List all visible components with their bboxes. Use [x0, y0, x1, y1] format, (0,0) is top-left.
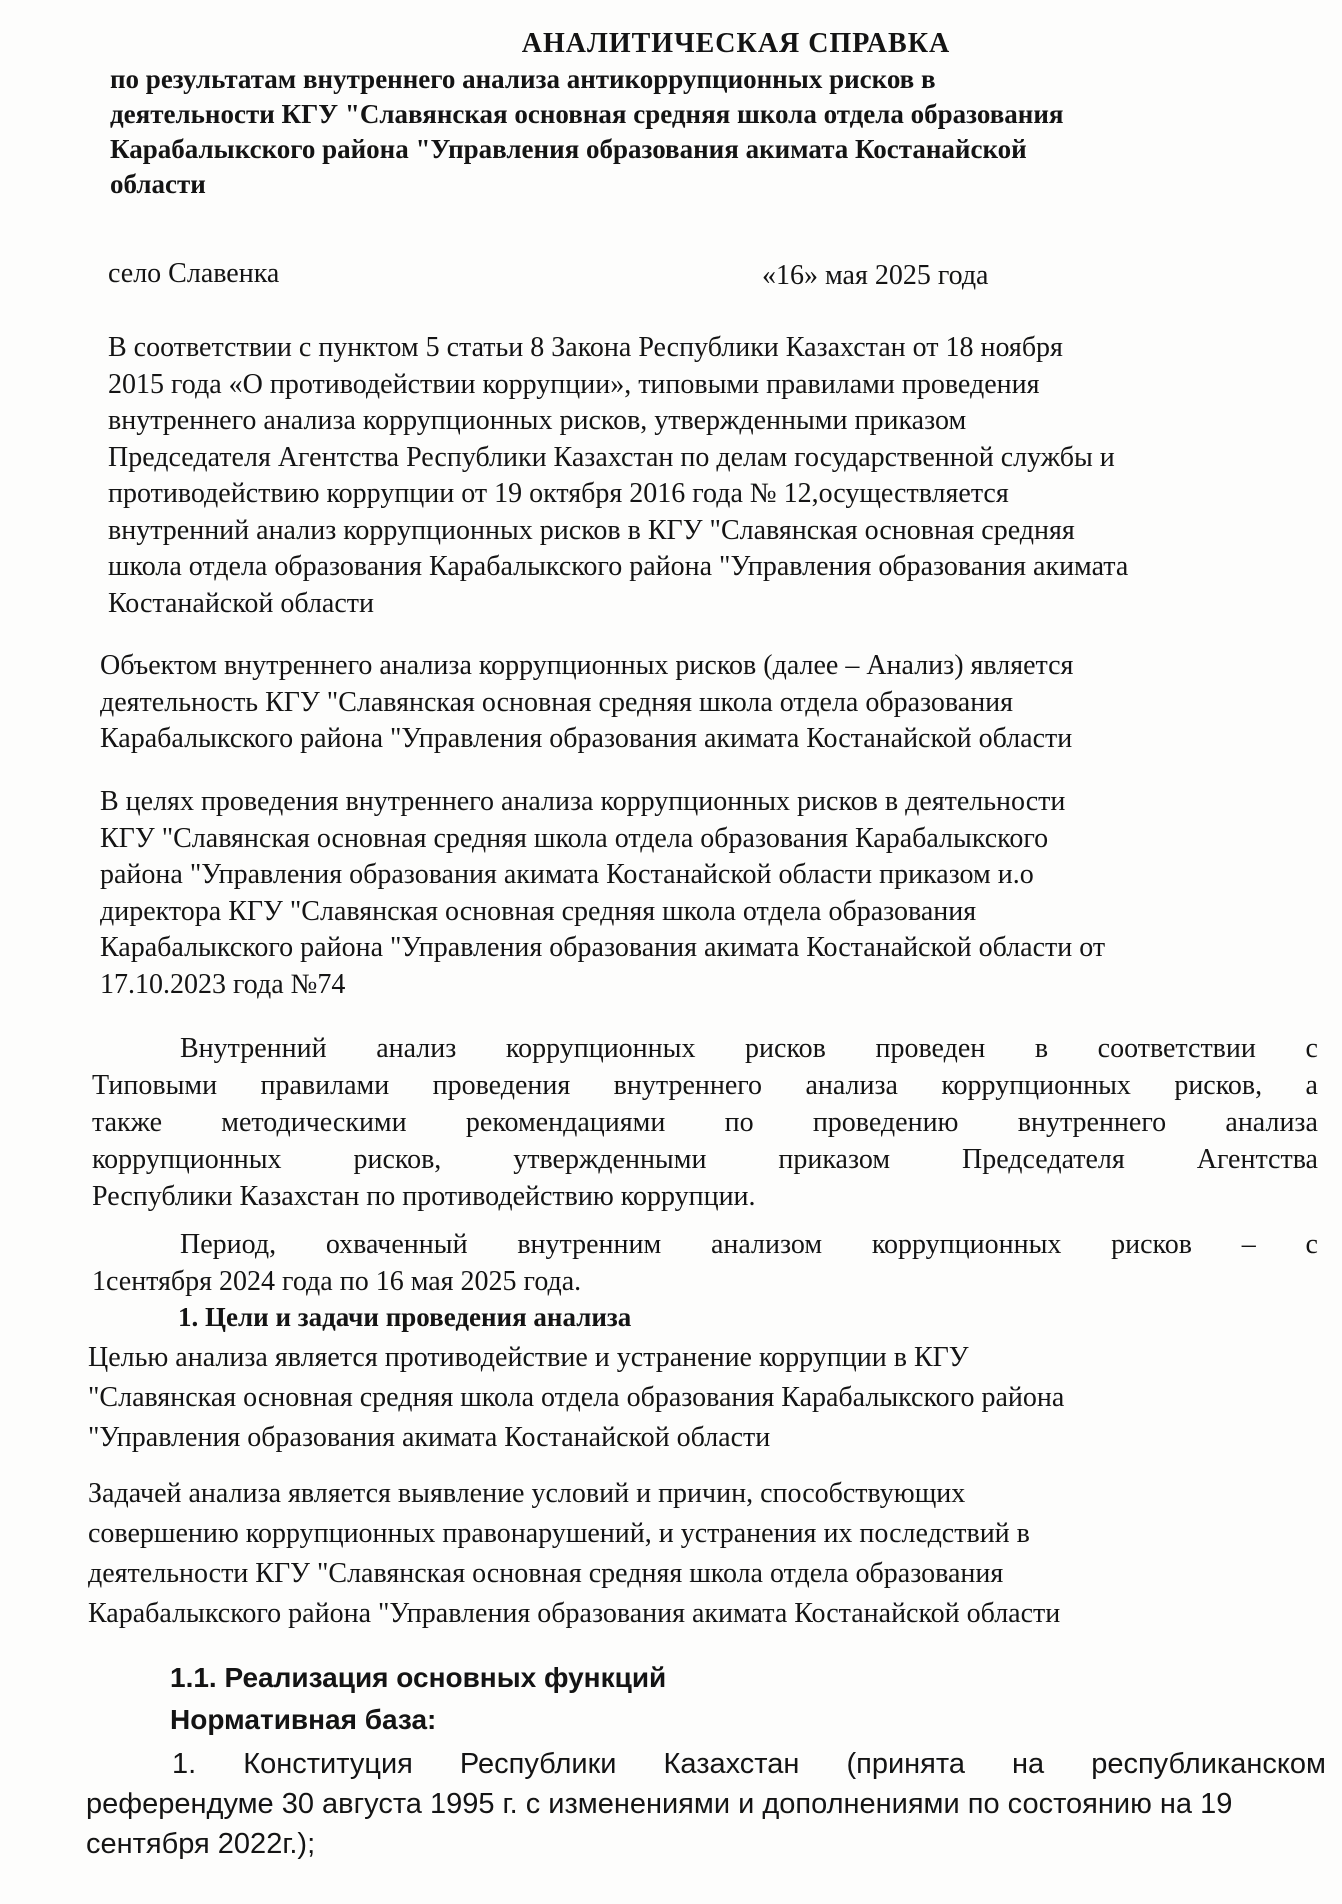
word: утвержденными [513, 1144, 707, 1175]
text-line: референдуме 30 августа 1995 г. с изменениями и дополнениями по состоянию на 19 [86, 1788, 1233, 1820]
text-line: 2015 года «О противодействии коррупции», типовыми правилами проведения [108, 368, 1040, 400]
subheading-normative-base: Нормативная база: [170, 1704, 437, 1735]
paragraph-rules [92, 1030, 1318, 1215]
paragraph-goal [88, 1338, 1328, 1458]
text-line: Председателя Агентства Республики Казахстан по делам государственной службы и [108, 441, 1115, 473]
word: республиканском [1091, 1748, 1326, 1780]
text-line: деятельность КГУ "Славянская основная средняя школа отдела образования [100, 686, 1014, 718]
word: проведен [875, 1033, 986, 1064]
word: проведению [812, 1107, 959, 1138]
word: Председателя [961, 1144, 1125, 1175]
text-line: деятельности КГУ "Славянская основная средняя школа отдела образования [88, 1558, 1004, 1589]
word: приказом [778, 1144, 891, 1175]
subtitle-line: области [110, 169, 206, 199]
word: с [1305, 1033, 1318, 1064]
word: Период, [180, 1229, 277, 1260]
justified-line [92, 1104, 1318, 1141]
justified-line [92, 1030, 1318, 1067]
word: рисков [1111, 1229, 1192, 1260]
text-line: противодействию коррупции от 19 октября 2016 года № 12,осуществляется [108, 478, 1009, 509]
justified-line [92, 1067, 1318, 1104]
section-heading-goals: 1. Цели и задачи проведения анализа [178, 1302, 632, 1332]
word: правилами [260, 1070, 390, 1101]
text-line: сентября 2022г.); [86, 1828, 316, 1860]
place-name: село Славенка [108, 258, 280, 289]
paragraph-order [100, 784, 1340, 1003]
text-line: Объектом внутреннего анализа коррупционных рисков (далее – Анализ) является [100, 650, 1074, 681]
word: а [1305, 1070, 1318, 1101]
word: коррупционных [505, 1033, 696, 1064]
word: коррупционных [941, 1070, 1131, 1101]
word: с [1305, 1229, 1318, 1260]
word: также [92, 1107, 163, 1138]
text-line: района "Управления образования акимата Костанайской области приказом и.о [100, 859, 1034, 890]
text-line: Карабалыкского района "Управления образования акимата Костанайской области [100, 723, 1073, 754]
paragraph-task [88, 1474, 1328, 1634]
text-line: "Управления образования акимата Костанайской области [88, 1422, 771, 1453]
word: Республики [459, 1748, 617, 1780]
text-line: внутренний анализ коррупционных рисков в КГУ "Славянская основная средняя [108, 514, 1075, 546]
word: Типовыми [92, 1070, 218, 1101]
word: анализом [710, 1229, 823, 1260]
word: соответствии [1097, 1033, 1256, 1064]
list-item-constitution [86, 1744, 1326, 1864]
word: рисков [745, 1033, 826, 1064]
word: рисков, [1174, 1070, 1263, 1101]
section-heading-functions: 1.1. Реализация основных функций [170, 1662, 667, 1693]
word: анализ [376, 1033, 457, 1064]
word: рисков, [353, 1144, 442, 1175]
word: (принята [846, 1748, 965, 1780]
word: в [1034, 1033, 1049, 1064]
paragraph-analysis-object [100, 648, 1340, 758]
document-date: «16» мая 2025 года [762, 260, 989, 291]
word: внутреннего [613, 1070, 763, 1101]
word: проведения [432, 1070, 571, 1101]
text-line: директора КГУ "Славянская основная средняя школа отдела образования [100, 895, 977, 927]
subtitle-line: Карабалыкского района "Управления образования акимата Костанайской [110, 134, 1027, 164]
text-line: Целью анализа является противодействие и устранение коррупции в КГУ [88, 1342, 969, 1373]
paragraph-legal-basis [108, 330, 1342, 622]
document-title: АНАЛИТИЧЕСКАЯ СПРАВКА [521, 28, 951, 59]
word: Внутренний [180, 1033, 327, 1064]
text-line: КГУ "Славянская основная средняя школа отдела образования Карабалыкского [100, 822, 1049, 854]
text-line: внутреннего анализа коррупционных рисков, утвержденными приказом [108, 405, 967, 436]
word: анализа [1225, 1107, 1318, 1138]
word: Конституция [243, 1748, 413, 1780]
word: внутренним [517, 1229, 662, 1260]
text-line: "Славянская основная средняя школа отдела образования Карабалыкского района [88, 1382, 1065, 1413]
word: на [1012, 1748, 1045, 1780]
word: охваченный [325, 1229, 468, 1260]
text-line: 1сентября 2024 года по 16 мая 2025 года. [92, 1266, 582, 1297]
text-line: Карабалыкского района "Управления образования акимата Костанайской области [88, 1598, 1061, 1629]
text-line: Республики Казахстан по противодействию коррупции. [92, 1181, 756, 1212]
text-line: 17.10.2023 года №74 [100, 968, 346, 1000]
text-line: Задачей анализа является выявление условий и причин, способствующих [88, 1478, 966, 1509]
word: методическими [221, 1107, 407, 1138]
text-line: В соответствии с пунктом 5 статьи 8 Закона Республики Казахстан от 18 ноября [108, 332, 1063, 363]
text-line: школа отдела образования Карабалыкского района "Управления образования акимата [108, 551, 1129, 582]
paragraph-period [92, 1226, 1318, 1300]
word: по [724, 1107, 754, 1138]
justified-line [86, 1744, 1326, 1784]
text-line: совершению коррупционных правонарушений, и устранения их последствий в [88, 1518, 1030, 1549]
word: коррупционных [92, 1144, 282, 1175]
word: коррупционных [871, 1229, 1062, 1260]
justified-line [92, 1226, 1318, 1263]
text-line: В целях проведения внутреннего анализа коррупционных рисков в деятельности [100, 786, 1066, 817]
text-line: Карабалыкского района "Управления образования акимата Костанайской области от [100, 932, 1106, 963]
word: – [1241, 1229, 1256, 1260]
text-line: Костанайской области [108, 587, 374, 619]
word: Казахстан [663, 1748, 800, 1780]
word: рекомендациями [465, 1107, 666, 1138]
justified-line [92, 1141, 1318, 1178]
word: внутреннего [1017, 1107, 1167, 1138]
document-subtitle [110, 62, 1260, 202]
word: 1. [172, 1748, 197, 1780]
subtitle-line: по результатам внутреннего анализа антикоррупционных рисков в [110, 64, 936, 94]
word: анализа [805, 1070, 898, 1101]
subtitle-line: деятельности КГУ "Славянская основная средняя школа отдела образования [110, 99, 1064, 129]
word: Агентства [1196, 1144, 1318, 1175]
